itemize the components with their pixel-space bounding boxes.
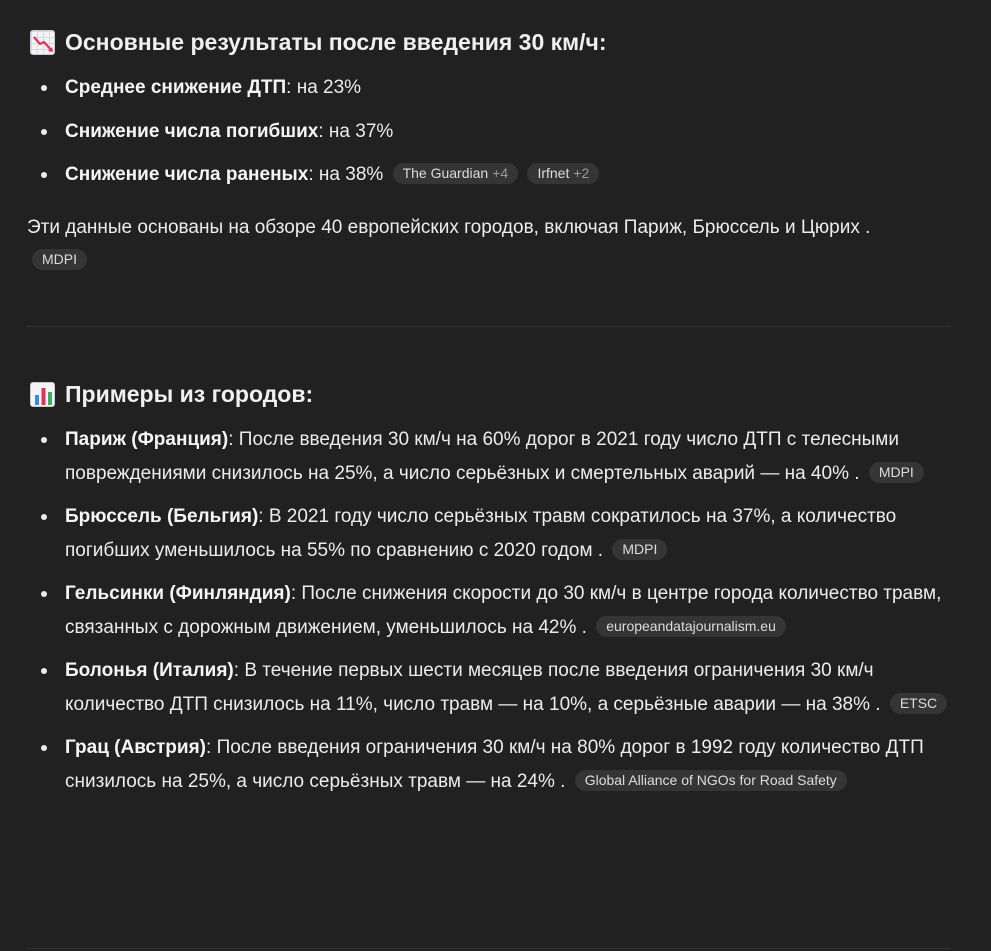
item-text: : После введения ограничения 30 км/ч на 80% дорог в 1992 году количество ДТП снизилось на 25%, а число серьёзных травм — на 24% . [65,737,924,792]
section-divider [27,326,951,327]
item-text: : на 23% [286,77,362,98]
chart-decreasing-icon [30,30,55,55]
item-label: Снижение числа раненых [65,164,309,185]
item-label: Гельсинки (Финляндия) [65,583,291,604]
paragraph-text: Эти данные основаны на обзоре 40 европейских городов, включая Париж, Брюссель и Цюрих . [27,217,871,238]
section-heading-results [30,26,607,58]
item-text: : на 38% [308,164,384,185]
item-text: : После снижения скорости до 30 км/ч в центре города количество травм, связанных с дорожным движением, уменьшилось на 42% . [65,583,942,638]
source-name: Irfnet [537,165,570,181]
list-item [27,71,951,105]
list-item [27,577,951,644]
source-more-count: +4 [492,165,509,181]
source-chip[interactable]: ETSC [890,693,947,714]
item-text: : В течение первых шести месяцев после введения ограничения 30 км/ч количество ДТП снизилось на 11%, число травм — на 10%, а серьёзные аварии — на 38% . [65,660,881,715]
source-chip[interactable] [527,163,599,184]
item-label: Грац (Австрия) [65,737,207,758]
section-title: Примеры из городов: [65,381,314,407]
source-chip[interactable]: MDPI [32,249,87,270]
list-item [27,158,951,192]
item-text: : После введения 30 км/ч на 60% дорог в 2021 году число ДТП с телесными повреждениями снизилось на 25%, а число серьёзных и смертельных аварий — на 40% . [65,429,899,484]
item-text: : на 37% [318,120,394,142]
source-chip[interactable]: MDPI [612,539,667,560]
item-text: : В 2021 году число серьёзных травм сократилось на 37%, а количество погибших уменьшилось на 55% по сравнению с 2020 годом . [65,506,897,561]
section-divider [27,948,951,949]
item-label: Брюссель (Бельгия) [65,506,259,527]
source-chip[interactable]: MDPI [869,462,924,483]
section-heading-cities [30,378,313,410]
item-label: Болонья (Италия) [65,660,234,681]
list-item [27,654,951,721]
list-item [27,731,951,798]
section-title: Основные результаты после введения 30 км/ч: [65,29,607,55]
item-label: Париж (Франция) [65,429,229,450]
list-item [27,423,951,490]
source-name: The Guardian [402,165,489,181]
results-list [27,71,951,192]
cities-list [27,423,951,798]
bar-chart-icon [30,382,55,407]
item-label: Среднее снижение ДТП [65,77,287,98]
source-chip[interactable]: europeandatajournalism.eu [596,616,786,637]
item-label: Снижение числа погибших [65,120,319,142]
list-item [27,115,951,149]
source-more-count: +2 [573,165,590,181]
summary-paragraph [27,211,951,277]
source-chip[interactable] [393,163,519,184]
list-item [27,500,951,567]
source-chip[interactable]: Global Alliance of NGOs for Road Safety [575,770,847,791]
